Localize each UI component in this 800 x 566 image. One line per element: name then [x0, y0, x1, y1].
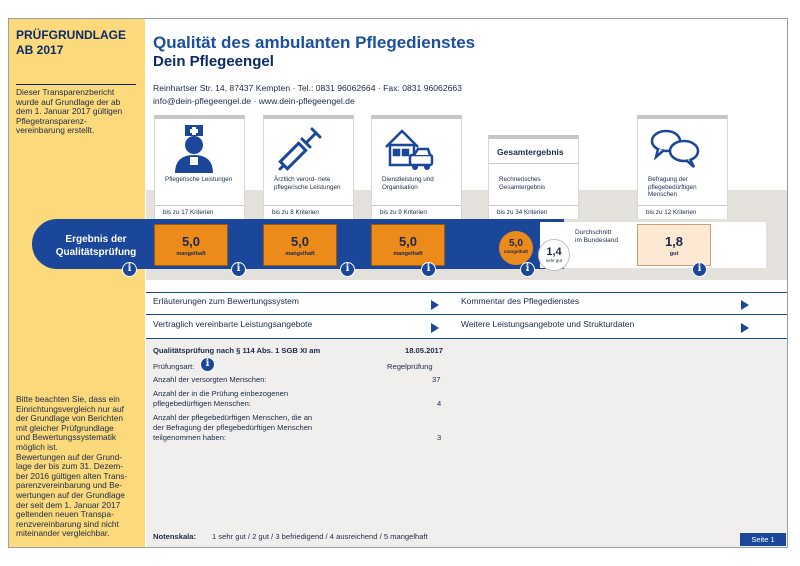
served-value: 37	[432, 375, 441, 384]
category-label: Ärztlich verord- nete pflegerische Leistungen	[274, 176, 341, 191]
sidebar-title: PRÜFGRUNDLAGE AB 2017	[16, 28, 126, 57]
overall-score	[499, 231, 533, 265]
details-box	[146, 339, 787, 547]
scale-text: 1 sehr gut / 2 gut / 3 befriedigend / 4 ausreichend / 5 mangelhaft	[212, 532, 428, 541]
info-icon[interactable]: i	[340, 262, 355, 277]
info-icon[interactable]: i	[520, 262, 535, 277]
info-icon[interactable]: i	[692, 262, 707, 277]
score-grade: mangelhaft	[285, 251, 315, 257]
score-value: 5,0	[398, 234, 418, 249]
syringe-icon	[274, 123, 328, 173]
state-average-label: Durchschnitt im Bundesland	[575, 229, 618, 244]
sidebar-divider	[16, 84, 136, 85]
overall-title: Gesamtergebnis	[497, 147, 564, 157]
score-grade: sehr gut	[545, 258, 563, 263]
category-label: Rechnerisches Gesamtergebnis	[499, 176, 546, 191]
provider-address: Reinhartser Str. 14, 87437 Kempten · Tel.: 0831 96062664 · Fax: 0831 96062663	[153, 83, 462, 93]
score-grade: mangelhaft	[393, 251, 423, 257]
inspection-date: 18.05.2017	[405, 346, 444, 355]
survey-participants-value: 3	[437, 433, 442, 442]
sidebar-intro: Dieser Transparenzbericht wurde auf Grundlage der ab dem 1. Januar 2017 gültigen Pflegetransparenz- vereinbarung erstellt.	[16, 87, 123, 136]
divider	[146, 292, 787, 293]
category-card-befragung	[637, 115, 728, 219]
category-criteria: bis zu 12 Kriterien	[646, 209, 697, 216]
link-kommentar[interactable]: Kommentar des Pflegedienstes	[461, 296, 753, 316]
play-arrow-icon	[431, 323, 439, 333]
score-value: 5,0	[509, 238, 523, 249]
divider	[264, 205, 353, 206]
play-arrow-icon	[741, 323, 749, 333]
link-strukturdaten[interactable]: Weitere Leistungsangebote und Strukturdaten	[461, 319, 753, 339]
category-criteria: bis zu 8 Kriterien	[272, 209, 319, 216]
inspection-type-value: Regelprüfung	[387, 362, 433, 371]
link-bewertungssystem[interactable]: Erläuterungen zum Bewertungssystem	[153, 296, 443, 316]
category-label: Befragung der pflegebedürftigen Menschen	[648, 176, 697, 199]
survey-participants-label: Anzahl der pflegebedürftigen Menschen, die an der Befragung der pflegebedürftigen Menschen teilgenommen haben:	[153, 413, 313, 442]
score-dienstleistung	[371, 224, 445, 266]
provider-contact: info@dein-pflegeengel.de · www.dein-pflegeengel.de	[153, 96, 355, 106]
score-aerztlich	[263, 224, 337, 266]
score-value: 5,0	[181, 234, 201, 249]
sidebar-notice: Bitte beachten Sie, dass ein Einrichtungsvergleich nur auf der Grundlage von Berichten mit gleicher Prüfgrundlage und Bewertungssystematik möglich ist. Bewertungen auf der Grund- lage der bis zum 31. Dezem- ber 2016 gültigen alten Trans- parenzvereinbarung und Be- wertungen auf der Grundlage der seit dem 1. Januar 2017 geltenden neuen Transpa- renzvereinbarung sind nicht miteinander vergleichbar.	[16, 394, 128, 539]
served-label: Anzahl der versorgten Menschen:	[153, 375, 267, 384]
divider	[489, 205, 578, 206]
category-label: Pflegerische Leistungen	[165, 176, 233, 183]
house-car-icon	[382, 123, 436, 173]
score-pflege	[154, 224, 228, 266]
results-label: Ergebnis der Qualitätsprüfung	[55, 234, 137, 258]
category-card-dienstleistung	[371, 115, 462, 219]
speech-bubbles-icon	[648, 123, 702, 173]
state-average-score	[538, 239, 570, 271]
divider	[372, 205, 461, 206]
inspection-type-label: Prüfungsart:	[153, 362, 195, 371]
score-grade: mangelhaft	[176, 251, 206, 257]
play-arrow-icon	[431, 300, 439, 310]
score-value: 1,4	[546, 246, 562, 258]
score-grade: gut	[669, 251, 679, 257]
category-criteria: bis zu 9 Kriterien	[380, 209, 427, 216]
provider-name: Dein Pflegeengel	[153, 53, 274, 70]
divider	[155, 205, 244, 206]
divider	[146, 314, 787, 315]
info-icon[interactable]: i	[421, 262, 436, 277]
page-title: Qualität des ambulanten Pflegedienstes	[153, 33, 476, 52]
category-criteria: bis zu 17 Kriterien	[163, 209, 214, 216]
score-grade: mangelhaft	[503, 249, 528, 254]
info-icon[interactable]: i	[122, 262, 137, 277]
divider	[489, 163, 578, 164]
category-label: Dienstleistung und Organisation	[382, 176, 434, 191]
score-befragung	[637, 224, 711, 266]
score-value: 1,8	[664, 234, 684, 249]
scale-label: Notenskala:	[153, 532, 197, 541]
info-icon[interactable]: i	[231, 262, 246, 277]
play-arrow-icon	[741, 300, 749, 310]
page-number: Seite 1	[740, 533, 786, 546]
inspection-heading: Qualitätsprüfung nach § 114 Abs. 1 SGB XI am	[153, 346, 321, 355]
category-card-gesamt	[488, 135, 579, 219]
score-value: 5,0	[290, 234, 310, 249]
category-card-pflege	[154, 115, 245, 219]
category-card-aerztlich	[263, 115, 354, 219]
link-leistungsangebote[interactable]: Vertraglich vereinbarte Leistungsangebote	[153, 319, 443, 339]
category-criteria: bis zu 34 Kriterien	[497, 209, 548, 216]
included-value: 4	[437, 399, 442, 408]
divider	[638, 205, 727, 206]
included-label: Anzahl der in die Prüfung einbezogenen pflegebedürftigen Menschen:	[153, 389, 289, 408]
info-icon[interactable]: i	[200, 357, 215, 372]
nurse-icon	[165, 123, 219, 173]
